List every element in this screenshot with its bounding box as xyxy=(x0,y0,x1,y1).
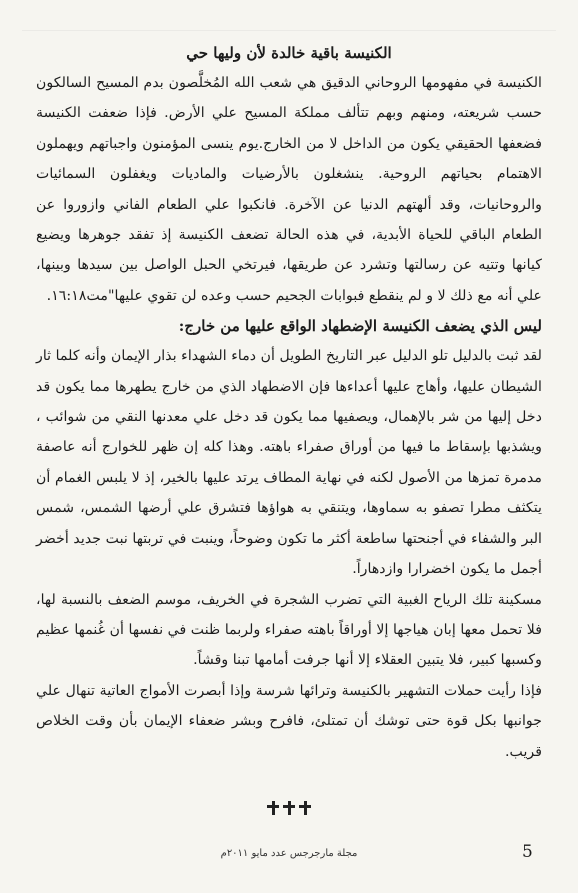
page-number: 5 xyxy=(522,842,533,862)
paragraph: لقد ثبت بالدليل تلو الدليل عبر التاريخ الطويل أن دماء الشهداء بذار الإيمان وأنه كلما ثار الشيطان عليها، وأهاج عليها أعداءها فإن الاضطهاد الذي من خارج يطهرها مما يكون قد دخل إليها من شر بالإهمال، ويصفيها مما يكون قد دخل علي معدنها النقي من شوائب ، ويشذبها بإسقاط ما فيها من أوراق صفراء باهته. وهذا كله إن ظهر للخوارج أنه عاصفة مدمرة تمزها من الأصول لكنه في نهاية المطاف يرتد عليها بالخير، إذ لا يلبس الغمام أن يتكثف مطرا تصفو به سماوها، ويتنقي به هواؤها فتشرق علي أرضها الشمس، شمس البر والشفاء في أجنحتها ساطعة أكثر ما تكون وضوحاً، وينبت في تربتها نبت جديد أخضر أجمل ما يكون اخضرارا وازدهاراً. xyxy=(36,348,542,578)
page-footer xyxy=(0,842,578,862)
article-body xyxy=(36,38,542,767)
magazine-issue-line: مجلة مارجرجس عدد مايو ٢٠١١م xyxy=(220,848,358,859)
section-heading: ليس الذي يضعف الكنيسة الإضطهاد الواقع عليها من خارج: xyxy=(178,317,542,336)
cross-icon xyxy=(282,800,296,816)
paragraph: الكنيسة في مفهومها الروحاني الدقيق هي شعب الله المُخلَّصون بدم المسيح السالكون حسب شريعته، ومنهم وبهم تتألف مملكة المسيح علي الأرض. فإذا ضعفت الكنيسة فضعفها الحقيقي يكون من الداخل لا من الخارج.يوم ينسى المؤمنون واجباتهم ويهملون الاهتمام بحياتهم الروحية. ينشغلون بالأرضيات والماديات ويغفلون السمائيات والروحانيات، وقد ألهتهم الدنيا عن الآخرة. فانكبوا علي الطعام الفاني وازوروا عن الطعام الباقي للحياة الأبدية، في هذه الحالة تضعف الكنيسة إذ تفقد جوهرها ويضيع كيانها وتتيه عن رسالتها وتشرد عن طريقها، فيرتخي الحبل الواصل بين سيدها وبينها، علي أنه مع ذلك لا و لم ينقطع فبوابات الجحيم حسب وعده لن تقوي عليها"مت١٦:١٨. xyxy=(36,75,542,304)
crosses-ornament xyxy=(0,800,578,820)
paragraph: فإذا رأيت حملات التشهير بالكنيسة وترائها شرسة وإذا أبصرت الأمواج العاتية تنهال علي جوانبها بكل قوة حتى توشك أن تمتلئ، فافرح وبشر ضعفاء الإيمان بأن وقت الخلاص قريب. xyxy=(36,682,542,760)
article-title: الكنيسة باقية خالدة لأن وليها حي xyxy=(186,44,392,62)
paragraph: مسكينة تلك الرياح الغبية التي تضرب الشجرة في الخريف، موسم الضعف بالنسبة لها، فلا تحمل معها إبان هياجها إلا أوراقاً باهته صفراء ولربما ظنت في نفسها أن غُنمها عظيم وكسبها كبير، فلا يتبين العقلاء إلا أنها جرفت أمامها تبنا وقشاً. xyxy=(36,591,542,669)
cross-icon xyxy=(298,800,312,816)
cross-icon xyxy=(266,800,280,816)
